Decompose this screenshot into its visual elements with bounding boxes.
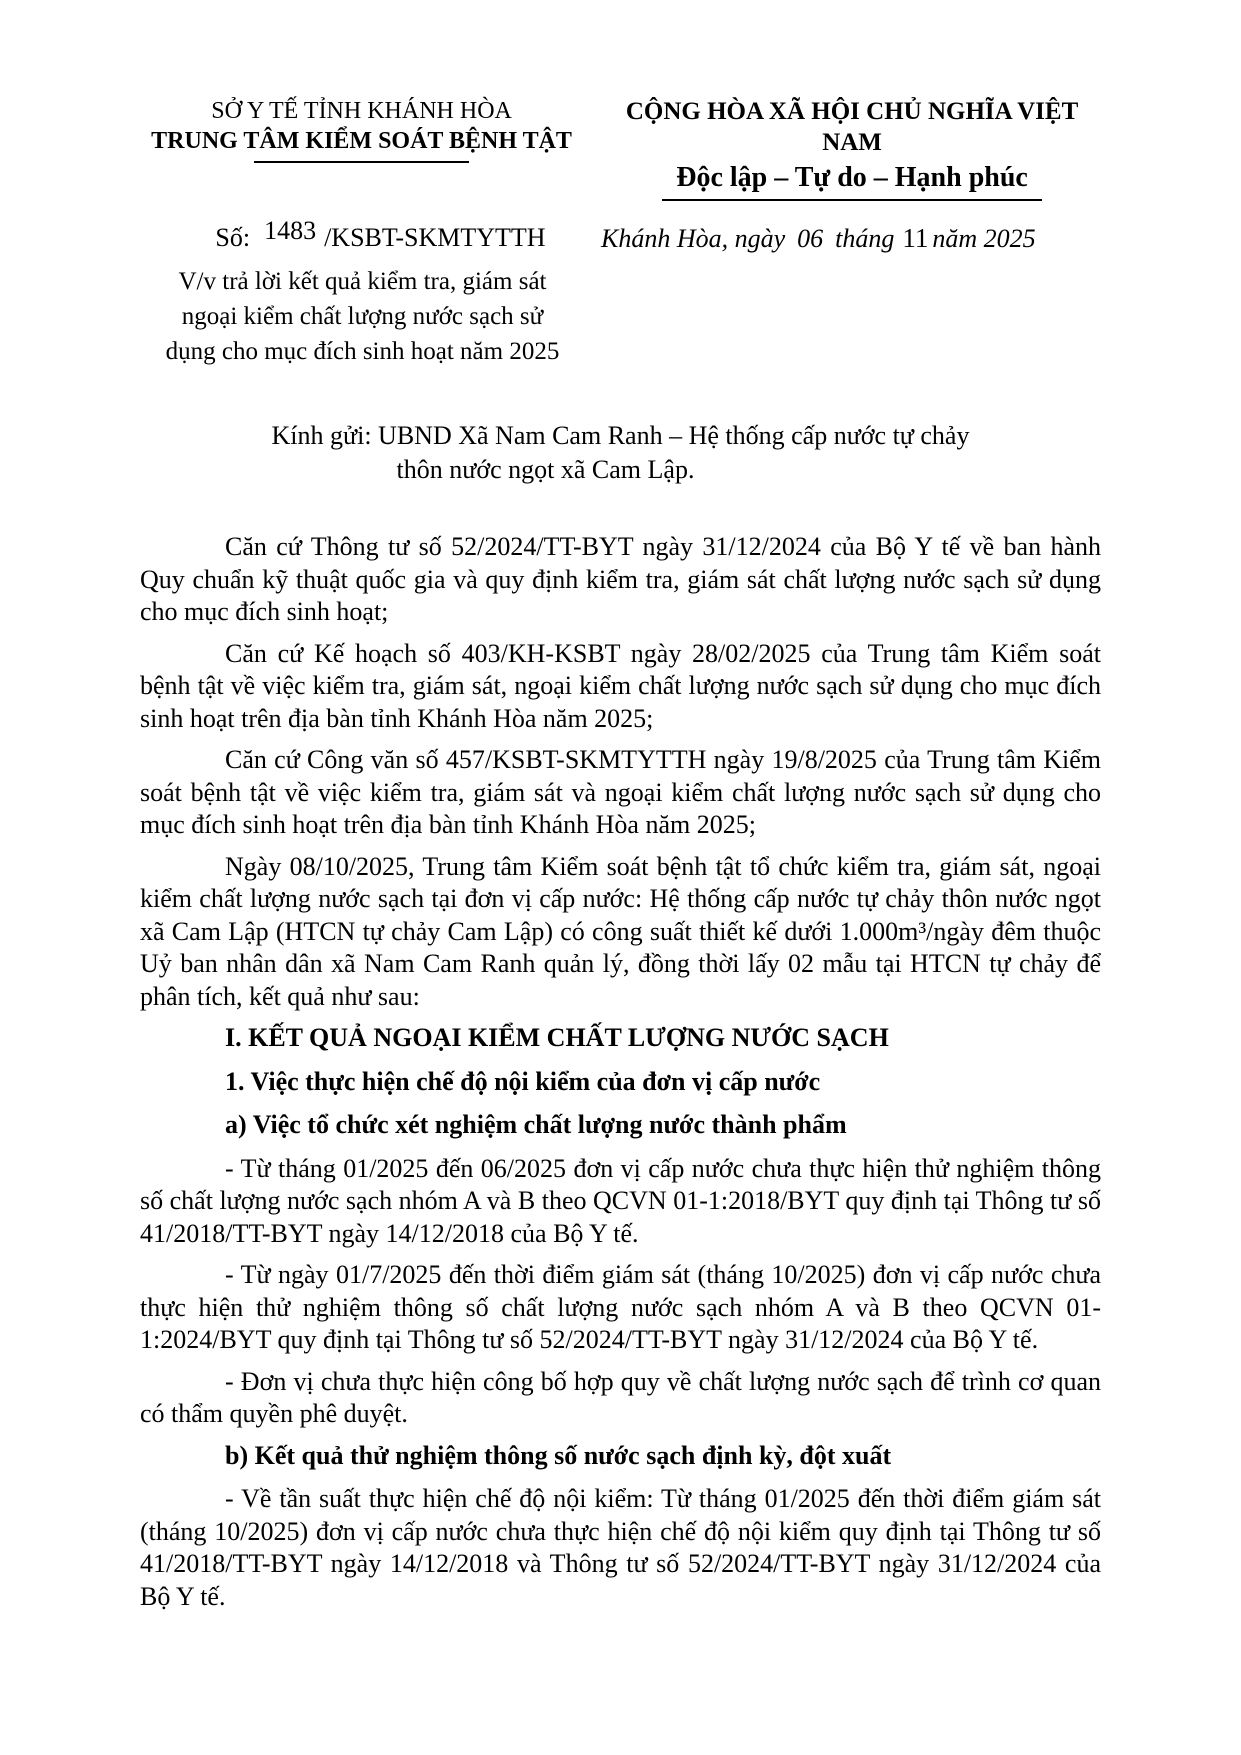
subject-line-3: dụng cho mục đích sinh hoạt năm 2025	[165, 338, 560, 365]
dateline-month-label: tháng	[835, 224, 895, 253]
body-paragraph: - Từ tháng 01/2025 đến 06/2025 đơn vị cấp nước chưa thực hiện thử nghiệm thông số chất lượng nước sạch nhóm A và B theo QCVN 01-1:2018/BYT quy định tại Thông tư số 41/2018/TT-BYT ngày 14/12/2018 của Bộ Y tế.	[140, 1153, 1101, 1248]
doc-number-value: 1483	[264, 216, 317, 245]
subject-line-1: V/v trả lời kết quả kiểm tra, giám sát	[178, 268, 547, 295]
body-paragraph: - Đơn vị chưa thực hiện công bố hợp quy về chất lượng nước sạch để trình cơ quan có thẩm quyền phê duyệt.	[140, 1366, 1101, 1428]
meta-row	[140, 216, 1101, 254]
body-paragraph: Căn cứ Kế hoạch số 403/KH-KSBT ngày 28/02/2025 của Trung tâm Kiểm soát bệnh tật về việc kiểm tra, giám sát, ngoại kiểm chất lượng nước sạch sử dụng cho mục đích sinh hoạt trên địa bàn tỉnh Khánh Hòa năm 2025;	[140, 638, 1101, 733]
subject-line-2: ngoại kiểm chất lượng nước sạch sử	[181, 303, 544, 330]
body-paragraph: - Về tần suất thực hiện chế độ nội kiểm: Từ tháng 01/2025 đến thời điểm giám sát (tháng 10/2025) đơn vị cấp nước chưa thực hiện chế độ nội kiểm quy định tại Thông tư số 41/2018/TT-BYT ngày 14/12/2018 và Thông tư số 52/2024/TT-BYT ngày 31/12/2024 của Bộ Y tế.	[140, 1484, 1101, 1611]
org-underline-divider	[254, 161, 469, 163]
doc-number-label: Số:	[215, 223, 251, 252]
section-heading-1: I. KẾT QUẢ NGOẠI KIỂM CHẤT LƯỢNG NƯỚC SẠCH	[225, 1023, 889, 1052]
body-paragraph: Căn cứ Công văn số 457/KSBT-SKMTYTTH ngày 19/8/2025 của Trung tâm Kiểm soát bệnh tật về việc kiểm tra, giám sát và ngoại kiểm chất lượng nước sạch sử dụng cho mục đích sinh hoạt trên địa bàn tỉnh Khánh Hòa năm 2025;	[140, 745, 1101, 839]
dateline-place-prefix: Khánh Hòa, ngày	[601, 224, 786, 253]
body-paragraph: Ngày 08/10/2025, Trung tâm Kiểm soát bệnh tật tổ chức kiểm tra, giám sát, ngoại kiểm chất lượng nước sạch tại đơn vị cấp nước: Hệ thống cấp nước tự chảy thôn nước ngọt xã Cam Lập (HTCN tự chảy Cam Lập) có công suất thiết kế dưới 1.000m³/ngày đêm thuộc Uỷ ban nhân dân xã Nam Cam Ranh quản lý, đồng thời lấy 02 mẫu tại HTCN tự chảy để phân tích, kết quả như sau:	[140, 851, 1101, 1011]
motto-underline-divider	[662, 199, 1042, 201]
recipient-line-2: thôn nước ngọt xã Cam Lập.	[396, 455, 695, 484]
document-body	[140, 531, 1101, 1613]
body-paragraph: - Từ ngày 01/7/2025 đến thời điểm giám sát (tháng 10/2025) đơn vị cấp nước chưa thực hiện thử nghiệm thông số chất lượng nước sạch nhóm A và B theo QCVN 01-1:2024/BYT quy định tại Thông tư số 52/2024/TT-BYT ngày 31/12/2024 của Bộ Y tế.	[140, 1260, 1101, 1354]
org-parent-name: SỞ Y TẾ TỈNH KHÁNH HÒA	[211, 98, 512, 124]
body-paragraph: Căn cứ Thông tư số 52/2024/TT-BYT ngày 31/12/2024 của Bộ Y tế về ban hành Quy chuẩn kỹ thuật quốc gia và quy định kiểm tra, giám sát chất lượng nước sạch sử dụng cho mục đích sinh hoạt;	[140, 532, 1101, 626]
doc-number-suffix: /KSBT-SKMTYTTH	[324, 223, 546, 252]
subsection-heading-a: a) Việc tổ chức xét nghiệm chất lượng nước thành phẩm	[225, 1110, 847, 1139]
national-title: CỘNG HÒA XÃ HỘI CHỦ NGHĨA VIỆT NAM	[625, 98, 1079, 156]
recipient-block	[140, 419, 1101, 487]
subsection-heading-b: b) Kết quả thử nghiệm thông số nước sạch định kỳ, đột xuất	[225, 1440, 892, 1470]
dateline-day: 06	[797, 224, 824, 253]
dateline-month: 11	[902, 223, 929, 253]
national-header-block	[603, 96, 1101, 201]
dateline	[601, 223, 1101, 254]
issuing-org-block	[140, 96, 583, 163]
letterhead	[140, 96, 1101, 201]
dateline-year: năm 2025	[932, 224, 1036, 253]
org-name: TRUNG TÂM KIỂM SOÁT BỆNH TẬT	[151, 128, 572, 154]
recipient-line-1: Kính gửi: UBND Xã Nam Cam Ranh – Hệ thống cấp nước tự chảy	[271, 421, 970, 450]
subject-block	[140, 264, 585, 369]
doc-number-line	[140, 216, 581, 254]
national-motto: Độc lập – Tự do – Hạnh phúc	[676, 162, 1028, 193]
subsection-heading-1: 1. Việc thực hiện chế độ nội kiểm của đơn vị cấp nước	[225, 1066, 821, 1096]
